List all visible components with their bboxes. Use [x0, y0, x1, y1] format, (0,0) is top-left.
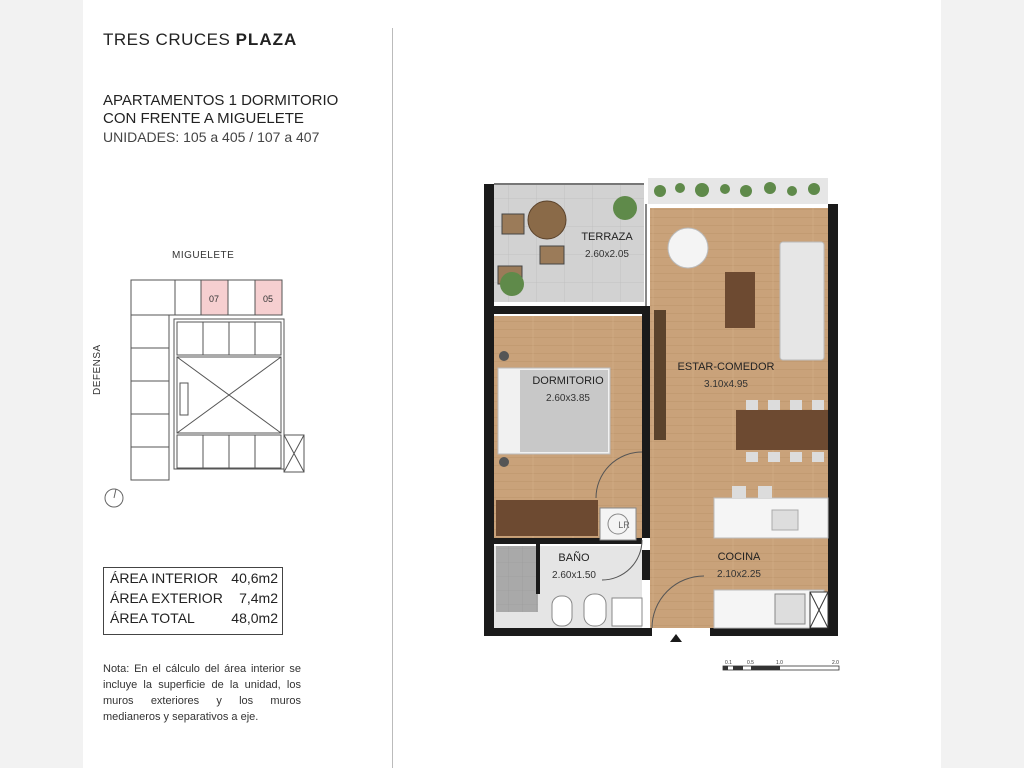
area-value: 48,0m2: [231, 610, 278, 626]
area-row: [104, 588, 282, 608]
brand-prefix: TRES CRUCES: [103, 30, 231, 49]
area-label: ÁREA INTERIOR: [110, 570, 219, 586]
heading-line-2: CON FRENTE A MIGUELETE: [103, 110, 304, 127]
heading-units: UNIDADES: 105 a 405 / 107 a 407: [103, 129, 320, 145]
brand-bold: PLAZA: [235, 30, 298, 49]
north-arrow-icon: [103, 487, 125, 509]
planter: [648, 178, 828, 204]
room-label-terrace: TERRAZA: [581, 231, 633, 243]
shower-area: [496, 546, 538, 612]
heading-line-1: APARTAMENTOS 1 DORMITORIO: [103, 92, 339, 109]
area-table: [103, 567, 283, 635]
room-label-kitchen: COCINA: [717, 551, 761, 563]
area-value: 40,6m2: [231, 570, 278, 586]
street-label-side: DEFENSA: [92, 344, 103, 395]
area-label: ÁREA EXTERIOR: [110, 590, 223, 606]
unit-heading: [103, 92, 338, 146]
room-dims-bedroom: 2.60x3.85: [546, 393, 590, 404]
scale-label: 0.5: [747, 660, 754, 666]
area-note: Nota: En el cálculo del área interior se incluye la superficie de la unidad, los muros exteriores y los muros medianeros y separativos a eje.: [103, 663, 301, 723]
area-label: ÁREA TOTAL: [110, 610, 195, 626]
unit-05-label: 05: [262, 294, 274, 304]
area-row: [104, 568, 282, 588]
street-label-top: MIGUELETE: [172, 250, 235, 261]
entrance-arrow-icon: [670, 634, 682, 642]
room-dims-bathroom: 2.60x1.50: [552, 570, 596, 581]
site-key-plan: [125, 275, 310, 510]
room-dims-terrace: 2.60x2.05: [585, 249, 629, 260]
bathroom-fixtures: [552, 594, 642, 626]
room-label-bedroom: DORMITORIO: [532, 375, 604, 387]
room-dims-living: 3.10x4.95: [704, 379, 748, 390]
scale-label: 1.0: [776, 660, 783, 666]
area-value: 7,4m2: [239, 590, 278, 606]
room-label-living: ESTAR-COMEDOR: [677, 361, 775, 373]
room-dims-kitchen: 2.10x2.25: [717, 569, 761, 580]
column-divider: [392, 28, 393, 768]
scale-bar: [722, 657, 842, 675]
area-row: [104, 608, 282, 628]
floor-plan: [480, 170, 845, 645]
scale-label: 2.0: [832, 660, 839, 666]
brand-title: [103, 30, 297, 50]
laundry-label: LR: [618, 520, 630, 530]
unit-07-label: 07: [208, 294, 220, 304]
room-label-bathroom: BAÑO: [558, 552, 590, 564]
scale-label: 0.1: [725, 660, 732, 666]
